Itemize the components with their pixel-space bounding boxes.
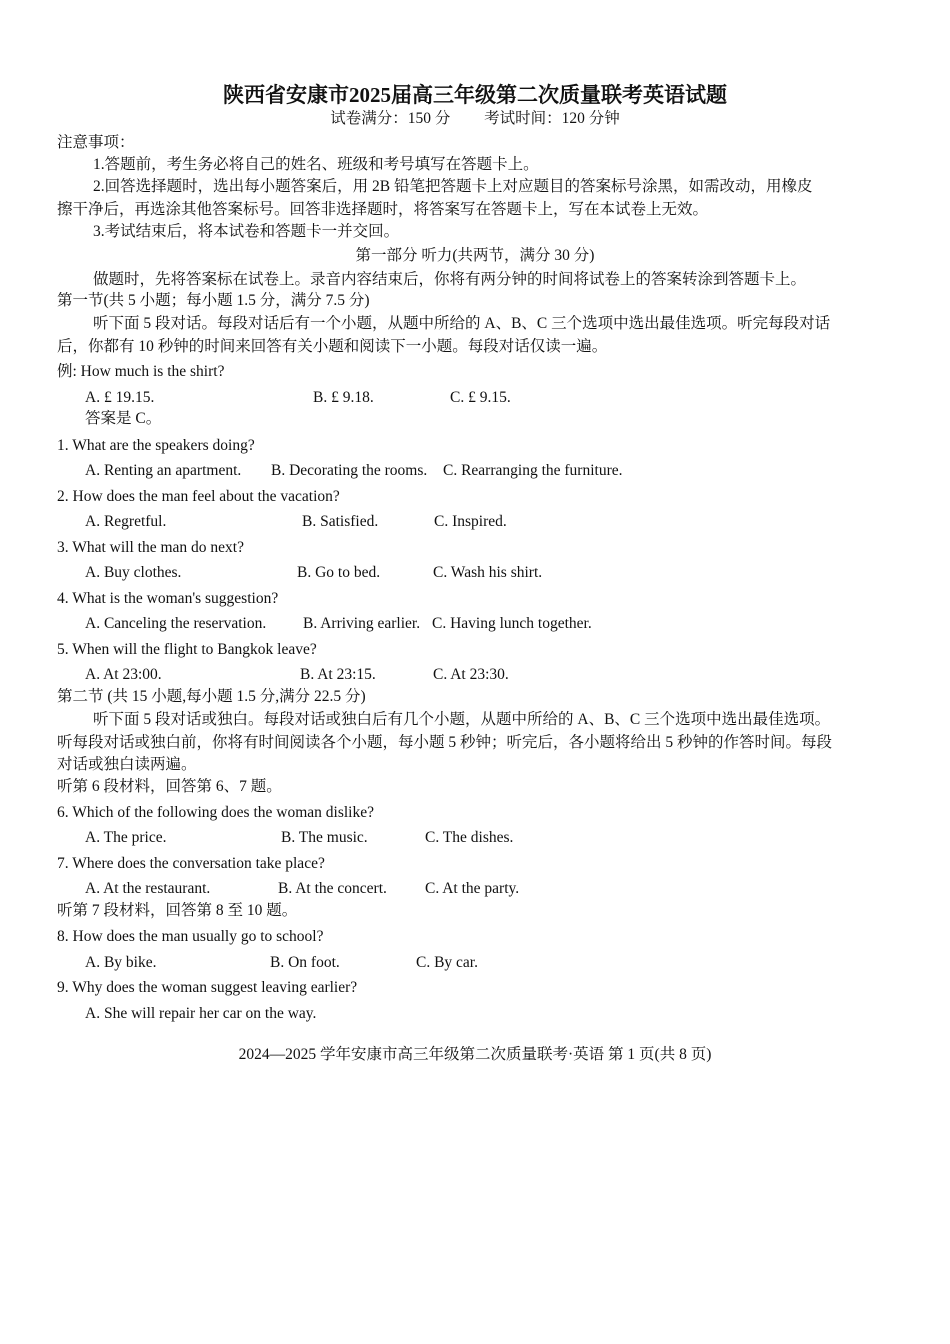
question-6-option-a: A. The price.	[85, 829, 167, 846]
question-7: 7. Where does the conversation take place?	[57, 855, 325, 872]
question-5-option-c: C. At 23:30.	[433, 666, 509, 683]
question-9-option-a: A. She will repair her car on the way.	[85, 1005, 317, 1022]
question-6-option-c: C. The dishes.	[425, 829, 514, 846]
question-1-option-a: A. Renting an apartment.	[85, 462, 242, 479]
question-3-option-c: C. Wash his shirt.	[433, 564, 543, 581]
question-6-option-b: B. The music.	[281, 829, 368, 846]
section2-instruction-line-1: 听下面 5 段对话或独白。每段对话或独白后有几个小题，从题中所给的 A、B、C 三个选项中选出最佳选项。	[93, 711, 831, 728]
section1-heading: 第一节(共 5 小题；每小题 1.5 分，满分 7.5 分)	[57, 292, 370, 309]
notice-item-2-line-2: 擦干净后，再选涂其他答案标号。回答非选择题时，将答案写在答题卡上，写在本试卷上无效。	[57, 201, 709, 218]
section2-heading: 第二节 (共 15 小题,每小题 1.5 分,满分 22.5 分)	[57, 688, 366, 705]
question-8-option-b: B. On foot.	[270, 954, 340, 971]
question-1-option-b: B. Decorating the rooms.	[271, 462, 428, 479]
question-2: 2. How does the man feel about the vacation?	[57, 488, 340, 505]
question-8-option-a: A. By bike.	[85, 954, 157, 971]
question-7-option-c: C. At the party.	[425, 880, 520, 897]
question-8-option-c: C. By car.	[416, 954, 478, 971]
exam-meta	[0, 109, 950, 129]
question-5-option-b: B. At 23:15.	[300, 666, 376, 683]
question-3-option-b: B. Go to bed.	[297, 564, 381, 581]
material-7-note: 听第 7 段材料，回答第 8 至 10 题。	[57, 902, 298, 919]
notice-heading: 注意事项：	[57, 134, 135, 151]
notice-item-1: 1.答题前，考生务必将自己的姓名、班级和考号填写在答题卡上。	[93, 156, 539, 173]
exam-title: 陕西省安康市2025届高三年级第二次质量联考英语试题	[223, 83, 727, 107]
question-5: 5. When will the flight to Bangkok leave?	[57, 641, 317, 658]
question-6: 6. Which of the following does the woman dislike?	[57, 804, 374, 821]
exam-time: 考试时间：120 分钟	[484, 110, 620, 127]
part1-heading: 第一部分 听力(共两节，满分 30 分)	[355, 247, 595, 264]
notice-item-3: 3.考试结束后，将本试卷和答题卡一并交回。	[93, 223, 400, 240]
section2-instruction-line-2: 听每段对话或独白前，你将有时间阅读各个小题，每小题 5 秒钟；听完后，各小题将给出 5 秒钟的作答时间。每段	[57, 734, 833, 751]
question-9: 9. Why does the woman suggest leaving earlier?	[57, 979, 358, 996]
question-4-option-b: B. Arriving earlier.	[303, 615, 421, 632]
section1-instruction-line-2: 后，你都有 10 秒钟的时间来回答有关小题和阅读下一小题。每段对话仅读一遍。	[57, 338, 608, 355]
section1-instruction-line-1: 听下面 5 段对话。每段对话后有一个小题，从题中所给的 A、B、C 三个选项中选出最佳选项。听完每段对话	[93, 315, 831, 332]
question-8: 8. How does the man usually go to school?	[57, 928, 324, 945]
question-4: 4. What is the woman's suggestion?	[57, 590, 279, 607]
question-2-option-b: B. Satisfied.	[302, 513, 379, 530]
question-2-option-c: C. Inspired.	[434, 513, 507, 530]
example-option-c: C. £ 9.15.	[450, 389, 511, 406]
example-question: 例: How much is the shirt?	[57, 363, 225, 380]
question-2-option-a: A. Regretful.	[85, 513, 167, 530]
question-4-option-c: C. Having lunch together.	[432, 615, 592, 632]
section2-instruction-line-3: 对话或独白读两遍。	[57, 756, 197, 773]
question-3-option-a: A. Buy clothes.	[85, 564, 182, 581]
question-1-option-c: C. Rearranging the furniture.	[443, 462, 623, 479]
question-7-option-a: A. At the restaurant.	[85, 880, 211, 897]
question-7-option-b: B. At the concert.	[278, 880, 387, 897]
question-4-option-a: A. Canceling the reservation.	[85, 615, 267, 632]
example-answer: 答案是 C。	[85, 410, 162, 427]
notice-item-2-line-1: 2.回答选择题时，选出每小题答案后，用 2B 铅笔把答题卡上对应题目的答案标号涂黑，如需改动，用橡皮	[93, 178, 813, 195]
question-1: 1. What are the speakers doing?	[57, 437, 255, 454]
example-option-b: B. £ 9.18.	[313, 389, 374, 406]
page-footer: 2024—2025 学年安康市高三年级第二次质量联考·英语 第 1 页(共 8 页)	[238, 1046, 712, 1063]
question-5-option-a: A. At 23:00.	[85, 666, 162, 683]
material-6-note: 听第 6 段材料，回答第 6、7 题。	[57, 778, 282, 795]
question-3: 3. What will the man do next?	[57, 539, 244, 556]
example-option-a: A. £ 19.15.	[85, 389, 155, 406]
part1-intro: 做题时，先将答案标在试卷上。录音内容结束后，你将有两分钟的时间将试卷上的答案转涂到答题卡上。	[93, 271, 807, 288]
exam-score: 试卷满分：150 分	[330, 110, 451, 127]
